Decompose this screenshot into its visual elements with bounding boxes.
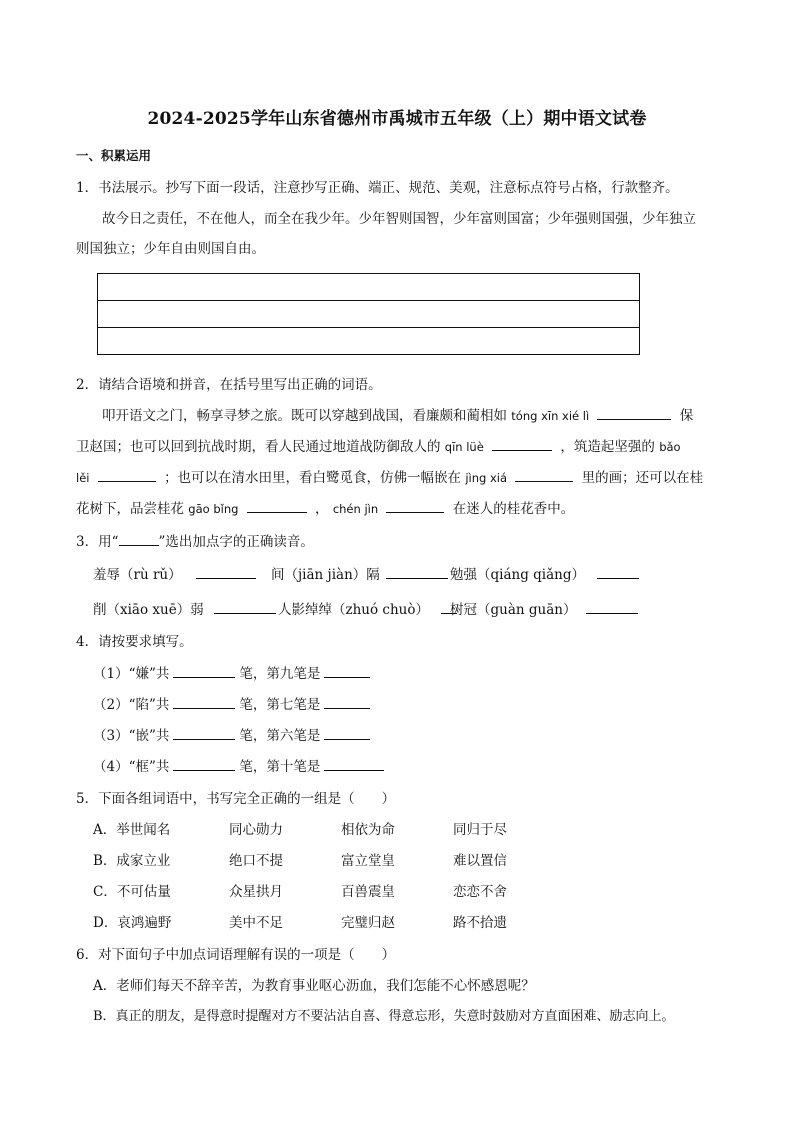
answer-blank[interactable] — [324, 664, 370, 678]
answer-blank[interactable] — [173, 726, 235, 740]
q3-item — [93, 598, 280, 618]
pinyin: qīn lüè — [444, 440, 484, 454]
q2-text: 花树下，品尝桂花 — [76, 501, 184, 517]
q5-word: 完璧归赵 — [341, 915, 395, 931]
q6-option-b[interactable]: B．真正的朋友，是得意时提醒对方不要沾沾自喜、得意忘形，失意时鼓励对方直面困难、励志向上。 — [93, 1009, 675, 1024]
q3-item — [450, 563, 643, 583]
q4-text: 笔，第六笔是 — [239, 728, 321, 744]
q5-option-b[interactable]: B．成家立业 — [93, 853, 171, 869]
q4-text: （3）“嵌”共 — [93, 728, 170, 744]
q2-text: 卫赵国；也可以回到抗战时期，看人民通过地道战防御敌人的 — [76, 439, 441, 455]
answer-blank[interactable] — [386, 499, 444, 513]
q5-option-c[interactable]: C．不可估量 — [93, 884, 171, 900]
q4-item — [93, 724, 374, 744]
answer-blank[interactable] — [173, 664, 235, 678]
q5-word: 百兽震皇 — [341, 884, 395, 900]
q3-text: ”选出加点字的正确读音。 — [158, 534, 314, 550]
inline-blank — [119, 532, 159, 546]
q1-passage-line2: 则国独立；少年自由则国自由。 — [76, 241, 265, 257]
q2-text: 保 — [679, 408, 694, 424]
answer-blank[interactable] — [586, 600, 638, 614]
q4-text: 笔，第九笔是 — [239, 666, 321, 682]
answer-blank[interactable] — [98, 468, 156, 482]
q2-line2 — [76, 435, 681, 455]
q5-word: 难以置信 — [453, 853, 507, 869]
q4-text: （2）“陷”共 — [93, 697, 170, 713]
pinyin: chén jìn — [332, 502, 379, 516]
q3-word: 削（xiāo xuē）弱 — [93, 602, 204, 618]
q3-word: 间（jiān jiàn）隔 — [271, 567, 380, 583]
answer-blank[interactable] — [173, 695, 235, 709]
q6-option-a[interactable]: A．老师们每天不辞辛苦，为教育事业呕心沥血，我们怎能不心怀感恩呢？ — [93, 978, 535, 994]
answer-blank[interactable] — [597, 565, 639, 579]
answer-blank[interactable] — [324, 757, 384, 771]
q1-passage-line1: 故今日之责任，不在他人，而全在我少年。少年智则国智，少年富则国富；少年强则国强，少年独立 — [102, 211, 696, 227]
q4-item — [93, 755, 388, 775]
q2-text: ，筑造起坚强的 — [560, 439, 655, 455]
q2-text: 叩开语文之门，畅享寻梦之旅。既可以穿越到战国，看廉颇和蔺相如 — [102, 408, 507, 424]
answer-blank[interactable] — [492, 437, 552, 451]
writing-row[interactable] — [98, 301, 639, 328]
q5-word: 同归于尽 — [453, 822, 507, 838]
q4-stem: 4．请按要求填写。 — [76, 634, 193, 650]
q2-text: 里的画；还可以在桂 — [581, 470, 704, 486]
pinyin: tóng xīn xié lì — [511, 409, 590, 423]
q2-line1 — [102, 404, 693, 424]
answer-blank[interactable] — [173, 757, 235, 771]
q3-item — [278, 598, 461, 618]
answer-blank[interactable] — [386, 565, 448, 579]
q3-stem — [76, 530, 314, 550]
q2-line4 — [76, 497, 574, 517]
answer-blank[interactable] — [597, 406, 671, 420]
q1-stem: 1．书法展示。抄写下面一段话，注意抄写正确、端正、规范、美观，注意标点符号占格，行款整齐。 — [76, 180, 679, 196]
q3-item — [93, 563, 260, 583]
q5-option-a[interactable]: A．举世闻名 — [93, 822, 171, 838]
q5-word: 恋恋不舍 — [453, 884, 507, 900]
page-title: 2024-2025学年山东省德州市禹城市五年级（上）期中语文试卷 — [147, 109, 647, 129]
q3-word: 羞辱（rù rǔ） — [93, 567, 182, 583]
q5-option-d[interactable]: D．哀鸿遍野 — [93, 915, 172, 931]
answer-blank[interactable] — [214, 600, 276, 614]
q5-stem: 5．下面各组词语中，书写完全正确的一组是（ ） — [76, 791, 396, 807]
answer-blank[interactable] — [324, 726, 370, 740]
q5-word: 相依为命 — [341, 822, 395, 838]
q2-text: ；也可以在清水田里，看白鹭觅食，仿佛一幅嵌在 — [164, 470, 462, 486]
section-heading: 一、积累运用 — [76, 148, 152, 163]
copy-writing-grid[interactable] — [97, 273, 640, 355]
pinyin: gāo bǐng — [188, 502, 239, 516]
pinyin: lěi — [76, 471, 90, 485]
answer-blank[interactable] — [515, 468, 573, 482]
q2-stem: 2．请结合语境和拼音，在括号里写出正确的词语。 — [76, 377, 382, 393]
answer-blank[interactable] — [196, 565, 256, 579]
q3-item — [450, 598, 642, 618]
q2-line3 — [76, 466, 703, 486]
q3-text: 3．用“ — [76, 534, 119, 550]
q2-text: ， — [315, 501, 329, 517]
q4-item — [93, 693, 374, 713]
writing-row[interactable] — [98, 328, 639, 354]
q5-word: 同心勋力 — [229, 822, 283, 838]
q4-text: 笔，第七笔是 — [239, 697, 321, 713]
q2-text: 在迷人的桂花香中。 — [452, 501, 575, 517]
q5-word: 路不拾遗 — [453, 915, 507, 931]
writing-row[interactable] — [98, 274, 639, 301]
pinyin: jìng xiá — [465, 471, 508, 485]
q6-stem: 6．对下面句子中加点词语理解有误的一项是（ ） — [76, 947, 396, 963]
q5-word: 美中不足 — [229, 915, 283, 931]
q5-word: 众星拱月 — [229, 884, 283, 900]
q4-item — [93, 662, 374, 682]
q5-word: 富立堂皇 — [341, 853, 395, 869]
pinyin: bǎo — [659, 440, 681, 454]
q4-text: （1）“嫌”共 — [93, 666, 170, 682]
answer-blank[interactable] — [247, 499, 307, 513]
q3-word: 人影绰绰（zhuó chuò） — [278, 602, 429, 618]
q3-word: 树冠（guàn guān） — [450, 602, 577, 618]
q4-text: 笔，第十笔是 — [239, 759, 321, 775]
answer-blank[interactable] — [324, 695, 370, 709]
q4-text: （4）“框”共 — [93, 759, 170, 775]
q3-word: 勉强（qiáng qiǎng） — [450, 567, 585, 583]
q3-item — [271, 563, 452, 583]
q5-word: 绝口不提 — [229, 853, 283, 869]
